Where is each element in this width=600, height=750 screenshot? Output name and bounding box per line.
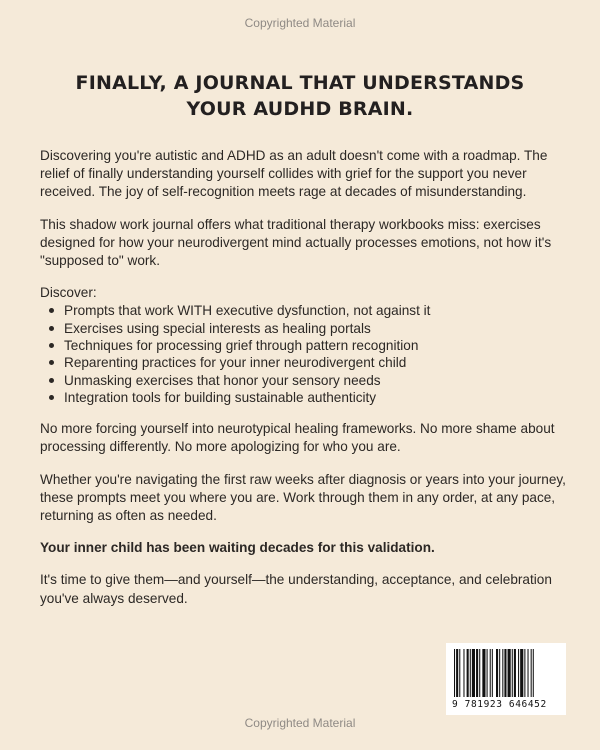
- isbn-digits: 9 781923 646452: [452, 699, 547, 710]
- isbn-barcode: [446, 643, 566, 715]
- watermark-bottom: Copyrighted Material: [244, 716, 356, 730]
- back-cover-copy: [40, 147, 568, 622]
- barcode-bars: [454, 649, 558, 699]
- list-item: Techniques for processing grief through pattern recognition: [40, 337, 568, 354]
- navigating-paragraph: Whether you're navigating the first raw weeks after diagnosis or years into your journey, these prompts meet you where you are. Work through them in any order, at any pace, returning as often as needed.: [40, 471, 566, 524]
- discover-list: [40, 302, 568, 406]
- closing-paragraph: It's time to give them—and yourself—the understanding, acceptance, and celebration you've always deserved.: [40, 572, 552, 606]
- watermark-top: Copyrighted Material: [244, 16, 356, 30]
- headline-line-1: FINALLY, A JOURNAL THAT UNDERSTANDS: [75, 72, 525, 94]
- list-item: Prompts that work WITH executive dysfunction, not against it: [40, 302, 568, 319]
- inner-child-paragraph: Your inner child has been waiting decades for this validation.: [40, 540, 435, 556]
- intro-paragraph: Discovering you're autistic and ADHD as an adult doesn't come with a roadmap. The relief of finally understanding yourself collides with grief for the support you never received. The joy of self-recognition meets rage at decades of misunderstanding.: [40, 148, 548, 200]
- no-more-paragraph: No more forcing yourself into neurotypical healing frameworks. No more shame about processing differently. No more apologizing for who you are.: [40, 421, 555, 455]
- list-item: Exercises using special interests as healing portals: [40, 320, 568, 337]
- list-item: Integration tools for building sustainable authenticity: [40, 389, 568, 406]
- discover-label: Discover:: [40, 285, 97, 301]
- list-item: Reparenting practices for your inner neurodivergent child: [40, 354, 568, 371]
- offer-paragraph: This shadow work journal offers what traditional therapy workbooks miss: exercises designed for how your neurodivergent mind actually processes emotions, not how it's "supposed to" work.: [40, 216, 552, 269]
- headline-line-2: YOUR AUDHD BRAIN.: [186, 98, 414, 120]
- list-item: Unmasking exercises that honor your sensory needs: [40, 372, 568, 389]
- headline: [60, 70, 540, 122]
